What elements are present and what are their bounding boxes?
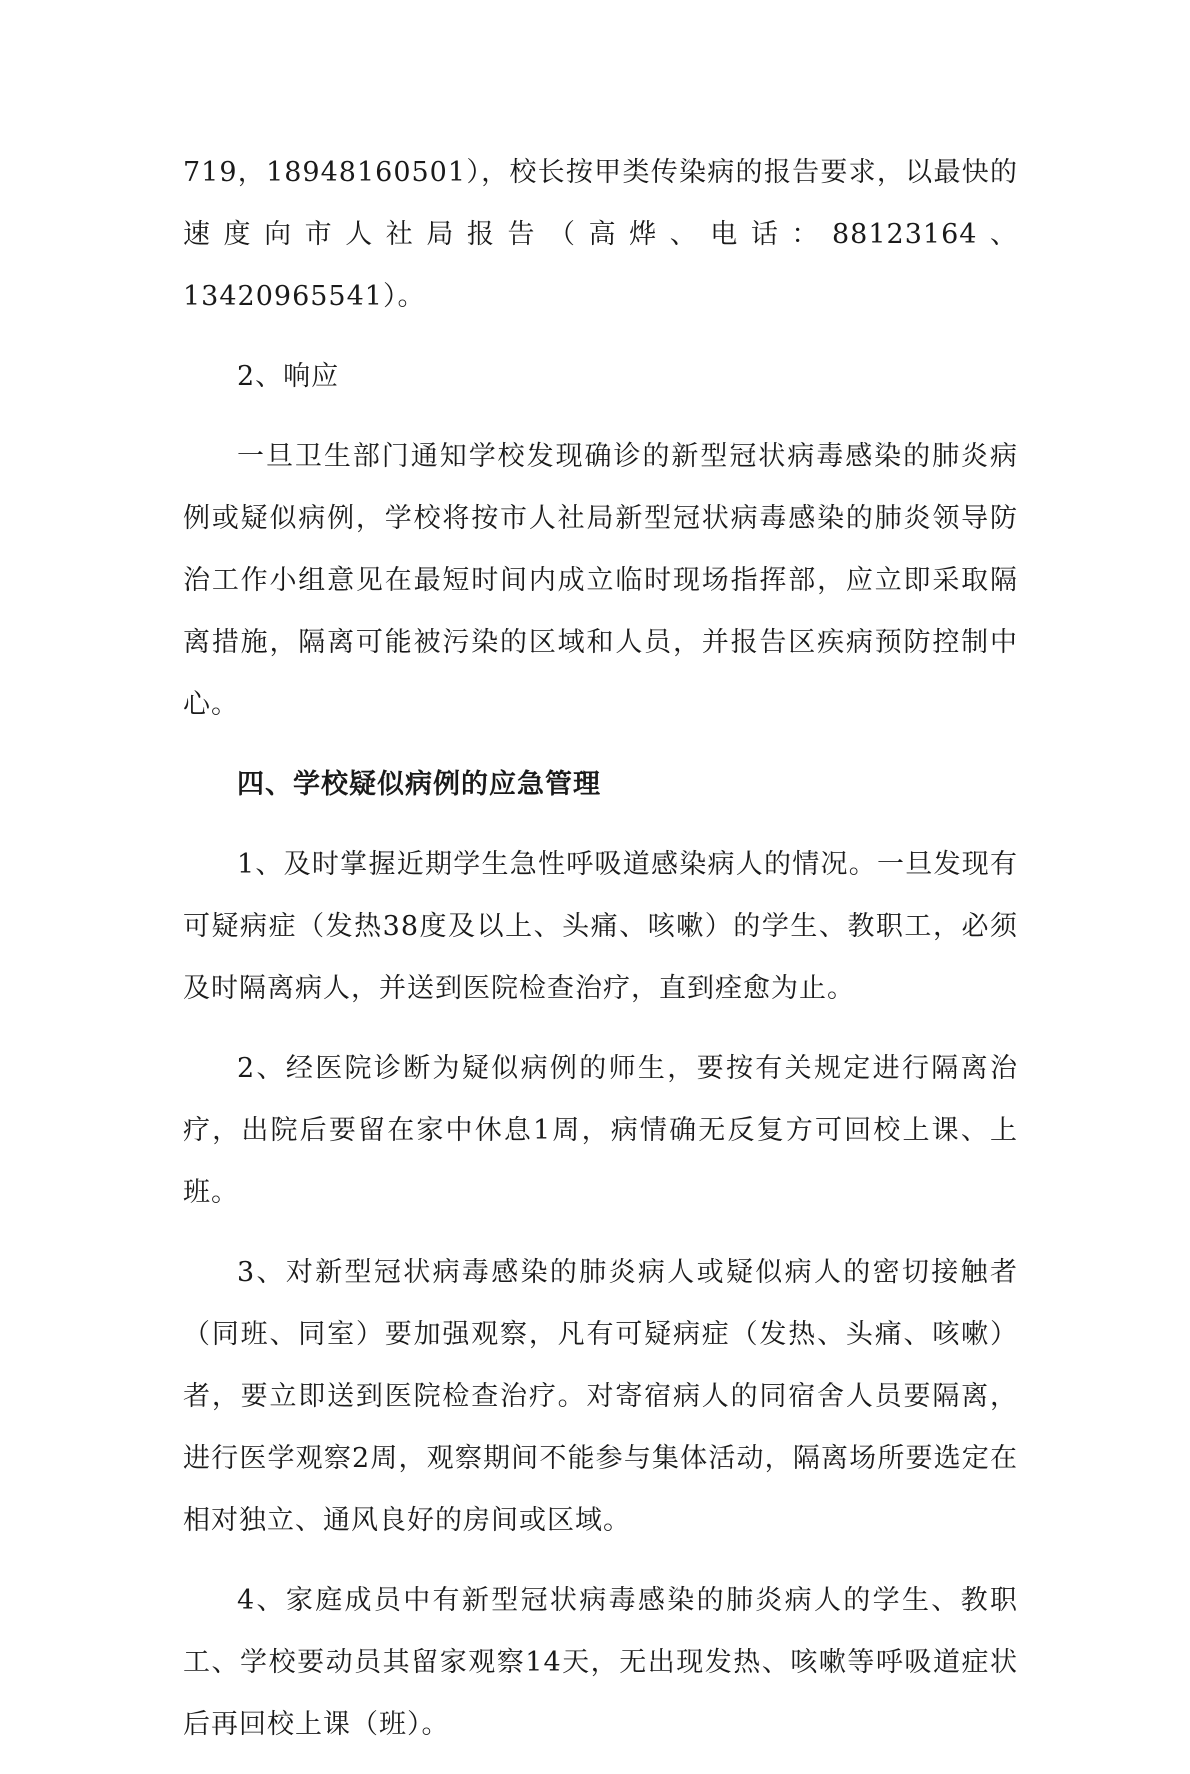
paragraph-report-contact: 719，18948160501），校长按甲类传染病的报告要求，以最快的速度向市人社局报告（高烨、电话：88123164、13420965541）。	[183, 157, 1018, 312]
paragraph-response-body: 一旦卫生部门通知学校发现确诊的新型冠状病毒感染的肺炎病例或疑似病例，学校将按市人社局新型冠状病毒感染的肺炎领导防治工作小组意见在最短时间内成立临时现场指挥部，应立即采取隔离措施，隔离可能被污染的区域和人员，并报告区疾病预防控制中心。	[183, 441, 1018, 720]
paragraph-item-4: 4、家庭成员中有新型冠状病毒感染的肺炎病人的学生、教职工、学校要动员其留家观察14天，无出现发热、咳嗽等呼吸道症状后再回校上课（班）。	[183, 1585, 1018, 1740]
paragraph-item-1: 1、及时掌握近期学生急性呼吸道感染病人的情况。一旦发现有可疑病症（发热38度及以上、头痛、咳嗽）的学生、教职工，必须及时隔离病人，并送到医院检查治疗，直到痊愈为止。	[183, 849, 1018, 1004]
paragraph-response-heading: 2、响应	[237, 361, 340, 392]
document-body	[183, 142, 1018, 1774]
paragraph-item-2: 2、经医院诊断为疑似病例的师生，要按有关规定进行隔离治疗，出院后要留在家中休息1周，病情确无反复方可回校上课、上班。	[183, 1053, 1018, 1208]
paragraph-item-3: 3、对新型冠状病毒感染的肺炎病人或疑似病人的密切接触者（同班、同室）要加强观察，凡有可疑病症（发热、头痛、咳嗽）者，要立即送到医院检查治疗。对寄宿病人的同宿舍人员要隔离，进行医学观察2周，观察期间不能参与集体活动，隔离场所要选定在相对独立、通风良好的房间或区域。	[183, 1257, 1018, 1536]
section-heading-suspected-cases: 四、学校疑似病例的应急管理	[237, 769, 601, 800]
